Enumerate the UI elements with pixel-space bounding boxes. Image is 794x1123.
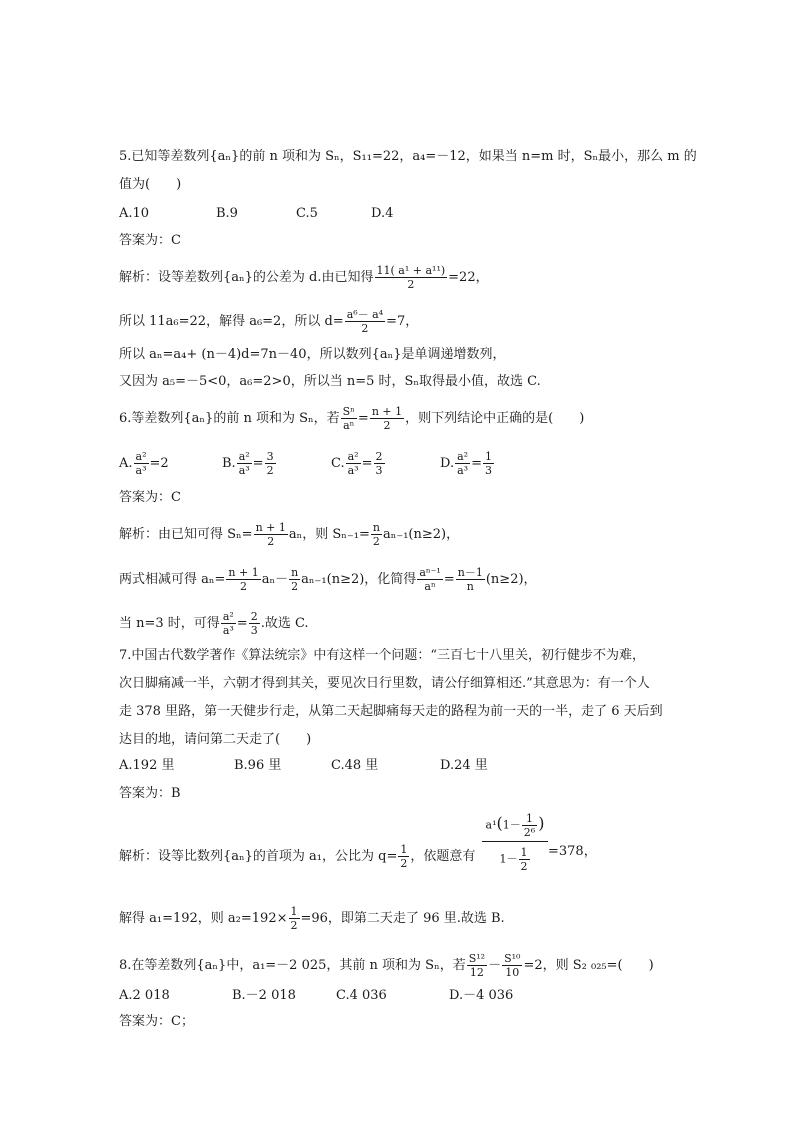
q8-option-c: C.4 036 xyxy=(336,988,387,1003)
q6-opt-b-label: B. xyxy=(222,456,236,471)
q7-big-den-frac xyxy=(519,846,530,873)
q7-big-den-den: 2 xyxy=(520,860,528,873)
q8-option-b: B.－2 018 xyxy=(232,988,296,1003)
q7-big-den-num: 1 xyxy=(520,846,528,859)
q5-option-a: A.10 xyxy=(119,206,150,221)
q6-sol1-mid: aₙ，则 Sₙ₋₁= xyxy=(288,527,370,542)
q7-solution-line1 xyxy=(119,843,475,870)
q6-sol2-mid: aₙ－ xyxy=(261,572,289,587)
q7-sol2-suffix: =96，即第二天走了 96 里.故选 B. xyxy=(300,911,505,926)
q8-stem-minus: － xyxy=(488,958,502,973)
q6-option-b: B. $\frac{\text{a²}}{\text{a³}}$ = $\frac{3}{2}$ xyxy=(222,450,274,477)
q6-option-a xyxy=(119,450,169,477)
q5-sol2-prefix: 所以 11a₆=22，解得 a₆=2，所以 d= xyxy=(119,314,344,329)
q6-opt-c-rhs-den: 3 xyxy=(375,464,383,477)
q7-solution-line2 xyxy=(119,905,505,932)
q5-solution-line3: 所以 aₙ=a₄+ (n－4)d=7n－40，所以数列{aₙ}是单调递增数列， xyxy=(119,347,506,362)
q6-sol2-frac4 xyxy=(456,566,485,593)
q6-opt-d-rhs xyxy=(483,450,494,477)
q5-sol2-den: 2 xyxy=(361,322,369,335)
q6-sol3-num2: 2 xyxy=(250,610,258,623)
q6-sol1-frac1 xyxy=(254,521,288,548)
q6-sol2-den4: n xyxy=(466,580,474,593)
q6-sol2-suffix: (n≥2)， xyxy=(485,572,537,587)
q7-big-denominator xyxy=(482,842,548,873)
q6-sol2-den2: 2 xyxy=(291,580,299,593)
q5-sol2-fraction xyxy=(345,308,385,335)
q6-sol3-eq: = xyxy=(236,616,248,631)
q6-stem-frac1 xyxy=(341,405,357,432)
q7-answer: 答案为：B xyxy=(119,786,181,801)
q6-sol2-frac3 xyxy=(417,566,443,593)
q6-stem-suffix: ，则下列结论中正确的是( ) xyxy=(405,411,585,426)
q5-option-c: C.5 xyxy=(296,206,318,221)
q6-opt-a-rhs: =2 xyxy=(149,456,169,471)
q7-option-c: C.48 里 xyxy=(331,758,379,773)
q7-sol1-frac xyxy=(398,843,409,870)
q7-stem-line4: 达目的地，请问第二天走了( ) xyxy=(119,732,312,747)
q6-stem xyxy=(119,405,584,432)
q5-sol1-prefix: 解析：设等差数列{aₙ}的公差为 d.由已知得 xyxy=(119,270,374,285)
q5-option-b: B.9 xyxy=(216,206,238,221)
q7-option-d: D.24 里 xyxy=(440,758,488,773)
q6-opt-a-den: a³ xyxy=(135,464,147,477)
q7-sol2-frac xyxy=(289,905,300,932)
q6-sol1-den2: 2 xyxy=(372,535,380,548)
q7-sol1-den: 2 xyxy=(400,857,408,870)
q6-opt-c-rhs-num: 2 xyxy=(375,450,383,463)
q6-stem-den: aⁿ xyxy=(343,419,355,432)
q6-sol1-frac2 xyxy=(371,521,382,548)
q6-opt-b-rhs xyxy=(265,450,276,477)
q8-stem-den2: 10 xyxy=(505,966,520,979)
q6-opt-b-num: a² xyxy=(238,450,250,463)
q8-stem-prefix: 8.在等差数列{aₙ}中，a₁=－2 025，其前 n 项和为 Sₙ，若 xyxy=(119,958,466,973)
q8-stem-suffix: =2，则 S₂ ₀₂₅=( ) xyxy=(523,958,654,973)
q5-stem-line1: 5.已知等差数列{aₙ}的前 n 项和为 Sₙ，S₁₁=22，a₄=－12，如果当 n=m 时，Sₙ最小，那么 m 的 xyxy=(119,149,697,164)
q5-sol1-suffix: =22， xyxy=(448,270,489,285)
q7-option-a: A.192 里 xyxy=(119,758,175,773)
q6-opt-b-den: a³ xyxy=(238,464,250,477)
q8-stem-den: 12 xyxy=(469,966,484,979)
q5-sol2-suffix: =7， xyxy=(386,314,419,329)
q7-big-den-1: 1－ xyxy=(499,852,518,866)
q6-sol2-frac2 xyxy=(289,566,300,593)
q6-solution-line2 xyxy=(119,566,537,593)
q7-stem-line2: 次日脚痛减一半，六朝才得到其关，要见次日行里数，请公仔细算相还.”其意思为：有一个人 xyxy=(119,676,650,691)
q6-sol2-num2: n xyxy=(291,566,299,579)
q6-sol2-num: n + 1 xyxy=(228,566,259,579)
q8-stem xyxy=(119,952,654,979)
q8-option-d: D.－4 036 xyxy=(449,988,514,1003)
q6-opt-d-num: a² xyxy=(457,450,469,463)
q7-option-b: B.96 里 xyxy=(234,758,282,773)
q6-sol2-mid2: aₙ₋₁(n≥2)，化简得 xyxy=(301,572,417,587)
q6-sol1-num2: n xyxy=(372,521,380,534)
q7-stem-line3: 走 378 里路，第一天健步行走，从第二天起脚痛每天走的路程为前一天的一半，走了 6 天后到 xyxy=(119,704,663,719)
q8-stem-num: S¹² xyxy=(468,952,486,965)
q7-stem-line1: 7.中国古代数学著作《算法统宗》中有这样一个问题：“三百七十八里关，初行健步不为难， xyxy=(119,648,646,663)
q6-opt-b-frac xyxy=(237,450,252,477)
q6-solution-line1 xyxy=(119,521,459,548)
q6-stem-den2: 2 xyxy=(383,419,391,432)
q6-opt-c-frac xyxy=(346,450,361,477)
q6-sol2-den3: aⁿ xyxy=(424,580,436,593)
q6-sol2-frac1 xyxy=(226,566,260,593)
q6-answer: 答案为：C xyxy=(119,490,181,505)
q7-sol1-mid: ，依题意有 xyxy=(410,849,476,864)
q7-big-inner-num: 1 xyxy=(522,812,537,826)
q6-sol3-prefix: 当 n=3 时，可得 xyxy=(119,616,220,631)
q5-sol1-den: 2 xyxy=(407,278,415,291)
q8-stem-frac1 xyxy=(467,952,487,979)
q6-opt-c-num: a² xyxy=(347,450,359,463)
q6-sol2-num3: aⁿ⁻¹ xyxy=(419,566,441,579)
q7-big-numerator: a¹(1－ $\frac{1}{\text{2⁶}}$ ) xyxy=(482,812,548,842)
q6-stem-eq: = xyxy=(357,411,369,426)
q6-solution-line3 xyxy=(119,610,309,637)
q7-big-inner-den: 2⁶ xyxy=(523,826,536,839)
q6-sol3-den: a³ xyxy=(222,624,234,637)
q5-stem-line2: 值为( ) xyxy=(119,177,182,192)
q6-sol2-den: 2 xyxy=(240,580,248,593)
q6-opt-c-rhs xyxy=(374,450,385,477)
q6-sol2-prefix: 两式相减可得 aₙ= xyxy=(119,572,226,587)
q6-sol2-num4: n－1 xyxy=(457,566,483,579)
q5-option-d: D.4 xyxy=(371,206,394,221)
q6-opt-d-frac xyxy=(455,450,470,477)
q6-sol3-frac2 xyxy=(249,610,260,637)
q6-stem-frac2 xyxy=(370,405,404,432)
q6-opt-c-label: C. xyxy=(331,456,345,471)
q7-sol2-num: 1 xyxy=(290,905,298,918)
q5-sol2-num: a⁶－ a⁴ xyxy=(346,308,384,321)
q6-option-d: D. $\frac{\text{a²}}{\text{a³}}$ = $\frac{1}{3}$ xyxy=(440,450,492,477)
q6-opt-b-rhs-num: 3 xyxy=(266,450,274,463)
q6-opt-d-rhs-num: 1 xyxy=(484,450,492,463)
q6-opt-d-den: a³ xyxy=(457,464,469,477)
q6-opt-d-label: D. xyxy=(440,456,455,471)
q7-big-fraction xyxy=(482,812,548,873)
q6-sol1-prefix: 解析：由已知可得 Sₙ= xyxy=(119,527,253,542)
q6-sol1-suffix: aₙ₋₁(n≥2)， xyxy=(382,527,460,542)
q6-option-c: C. $\frac{\text{a²}}{\text{a³}}$ = $\frac{2}{3}$ xyxy=(331,450,383,477)
q8-answer: 答案为：C； xyxy=(119,1014,194,1029)
q6-sol1-den: 2 xyxy=(267,535,275,548)
q8-option-a: A.2 018 xyxy=(119,988,170,1003)
q7-sol2-prefix: 解得 a₁=192，则 a₂=192× xyxy=(119,911,288,926)
q6-sol3-den2: 3 xyxy=(250,624,258,637)
q8-stem-frac2 xyxy=(502,952,522,979)
q6-opt-b-rhs-den: 2 xyxy=(266,464,274,477)
q8-stem-num2: S¹⁰ xyxy=(504,952,521,965)
q7-big-inner-frac xyxy=(522,812,537,839)
q5-solution-line1 xyxy=(119,264,489,291)
q7-big-inner-1: 1－ xyxy=(502,818,521,832)
q5-sol1-num: 11( a¹ + a¹¹) xyxy=(376,264,446,277)
q7-sol1-suffix: =378， xyxy=(548,844,597,859)
q7-sol1-prefix: 解析：设等比数列{aₙ}的首项为 a₁，公比为 q= xyxy=(119,849,398,864)
q6-sol3-num: a² xyxy=(222,610,234,623)
q5-solution-line4: 又因为 a₅=－5<0，a₆=2>0，所以当 n=5 时，Sₙ取得最小值，故选 C. xyxy=(119,374,541,389)
q6-opt-a-frac xyxy=(134,450,149,477)
q6-opt-c-den: a³ xyxy=(347,464,359,477)
q6-sol1-num: n + 1 xyxy=(255,521,286,534)
q6-opt-d-rhs-den: 3 xyxy=(484,464,492,477)
q7-big-num-a: a¹ xyxy=(485,818,497,832)
q5-answer: 答案为：C xyxy=(119,233,181,248)
q5-sol1-fraction xyxy=(375,264,448,291)
q6-sol3-suffix: .故选 C. xyxy=(260,616,309,631)
q6-stem-num: Sⁿ xyxy=(342,405,355,418)
q5-solution-line2 xyxy=(119,308,418,335)
q6-sol2-eq: = xyxy=(443,572,455,587)
q6-stem-num2: n + 1 xyxy=(371,405,403,418)
q6-opt-a-label: A. xyxy=(119,456,133,471)
q7-sol1-num: 1 xyxy=(400,843,408,856)
q6-sol3-frac1 xyxy=(221,610,236,637)
q6-stem-prefix: 6.等差数列{aₙ}的前 n 项和为 Sₙ，若 xyxy=(119,411,340,426)
q7-sol2-den: 2 xyxy=(290,919,298,932)
q6-opt-a-num: a² xyxy=(135,450,147,463)
